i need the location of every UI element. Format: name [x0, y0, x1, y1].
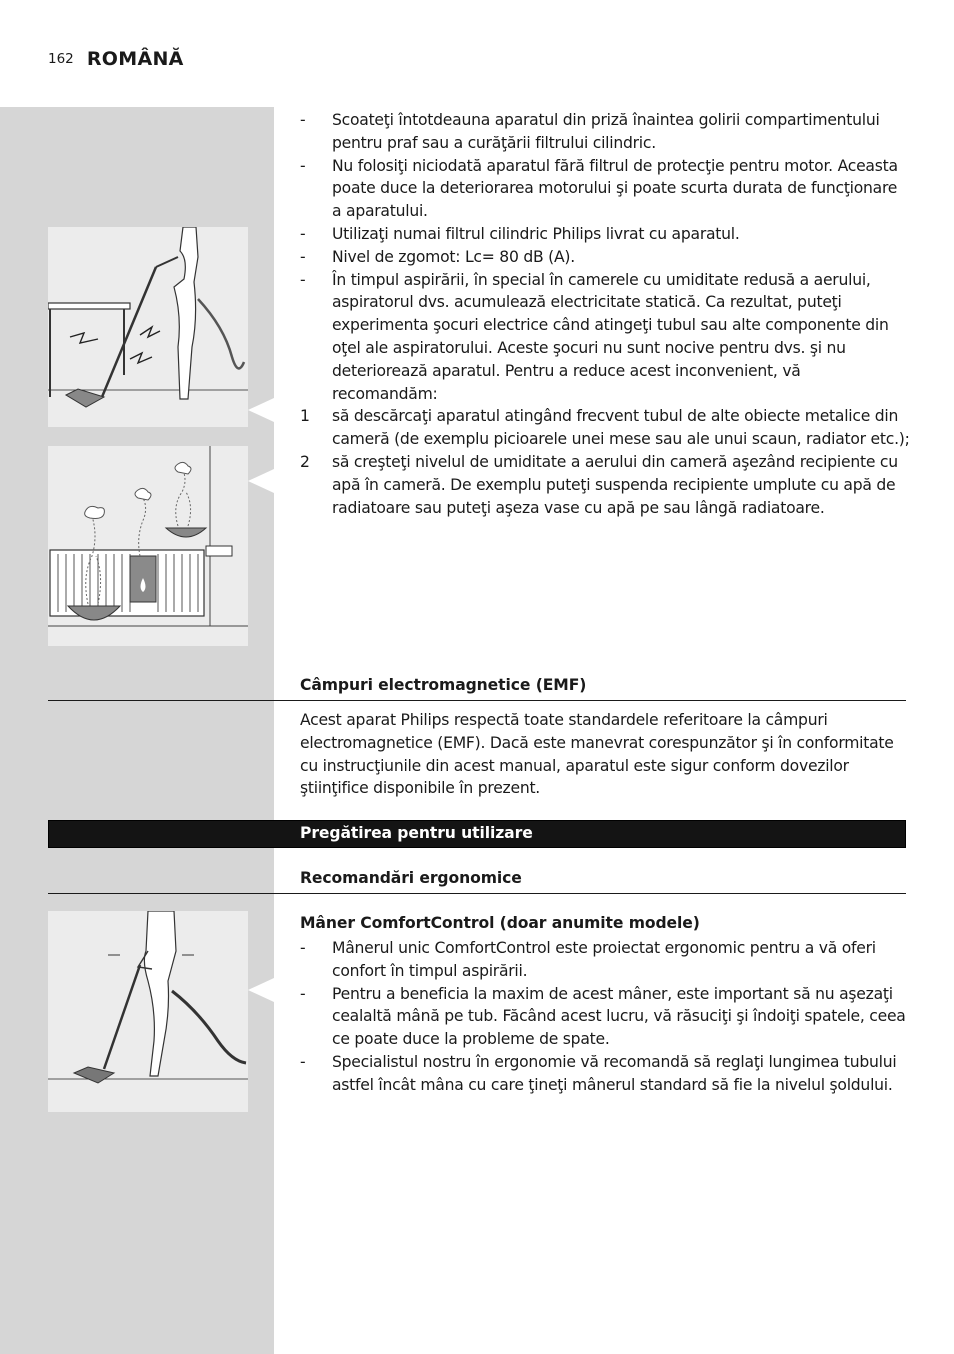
- page-header: [48, 48, 184, 74]
- list-item: - Scoateţi întotdeauna aparatul din priză înaintea golirii compartimentului pentru praf sau a curăţării filtrului cilindric.: [300, 111, 880, 152]
- ergonomics-heading: Recomandări ergonomice: [300, 869, 522, 887]
- list-item: - Nu folosiţi niciodată aparatul fără filtrul de protecţie pentru motor. Aceasta poate duce la deteriorarea motorului şi poate scurta durata de funcţionare a aparatului.: [300, 156, 898, 221]
- list-item: 2 să creşteţi nivelul de umiditate a aerului din cameră aşezând recipiente cu apă în cameră. De exemplu puteţi suspenda recipiente umplute cu apă de radiatoare sau puteţi aşeza vase cu apă pe sau lângă radiatoare.: [300, 452, 898, 517]
- language-title: ROMÂNĂ: [86, 48, 184, 70]
- list-item: - Specialistul nostru în ergonomie vă recomandă să reglaţi lungimea tubului astfel încât mâna cu care ţineţi mânerul standard să fie la nivelul şoldului.: [300, 1052, 897, 1094]
- list-item: 1 să descărcaţi aparatul atingând frecvent tubul de alte obiecte metalice din cameră (de exemplu picioarele unei mese sau ale unui scaun, radiator etc.);: [300, 407, 910, 449]
- handle-list: [300, 937, 910, 1097]
- ergonomic-handle-illustration: [48, 911, 248, 1112]
- section-divider: [48, 700, 906, 701]
- section-title-bar: [48, 820, 906, 848]
- static-shock-illustration: [48, 227, 248, 427]
- emf-paragraph: Acest aparat Philips respectă toate standardele referitoare la câmpuri electromagnetice (EMF). Dacă este manevrat corespunzător şi în conformitate cu instrucţiunile din acest manual, aparatul este sigur conform dovezilor ştiinţifice disponibile în prezent.: [300, 711, 894, 798]
- list-item: - Utilizaţi numai filtrul cilindric Philips livrat cu aparatul.: [300, 224, 740, 243]
- illustration-pointer: [248, 469, 274, 493]
- list-item: - Nivel de zgomot: Lc= 80 dB (A).: [300, 247, 575, 266]
- illustration-pointer: [248, 398, 274, 422]
- section-divider: [48, 893, 906, 894]
- handle-heading: Mâner ComfortControl (doar anumite modele): [300, 914, 700, 932]
- emf-heading: Câmpuri electromagnetice (EMF): [300, 676, 587, 694]
- section-title: Pregătirea pentru utilizare: [300, 824, 533, 842]
- page-number: 162: [48, 51, 74, 67]
- list-item: - Mânerul unic ComfortControl este proiectat ergonomic pentru a vă oferi confort în timpul aspirării.: [300, 939, 876, 980]
- list-item: - Pentru a beneficia la maxim de acest mâner, este important să nu aşezaţi cealaltă mână pe tub. Făcând acest lucru, vă răsuciţi şi îndoiţi spatele, ceea ce poate duce la probleme de spate.: [300, 984, 906, 1049]
- illustration-pointer: [248, 978, 274, 1002]
- radiator-humidity-illustration: [48, 446, 248, 646]
- list-item: - În timpul aspirării, în special în camerele cu umiditate redusă a aerului, aspiratorul dvs. acumulează electricitate statică. Ca rezultat, puteţi experimenta şocuri electrice când atingeţi tubul sau alte componente din oţel ale aspiratorului. Aceste şocuri nu sunt nocive pentru dvs. şi nu deteriorează aparatul. Pentru a reduce acest inconvenient, vă recomandăm:: [300, 270, 889, 403]
- warnings-list: [300, 109, 910, 519]
